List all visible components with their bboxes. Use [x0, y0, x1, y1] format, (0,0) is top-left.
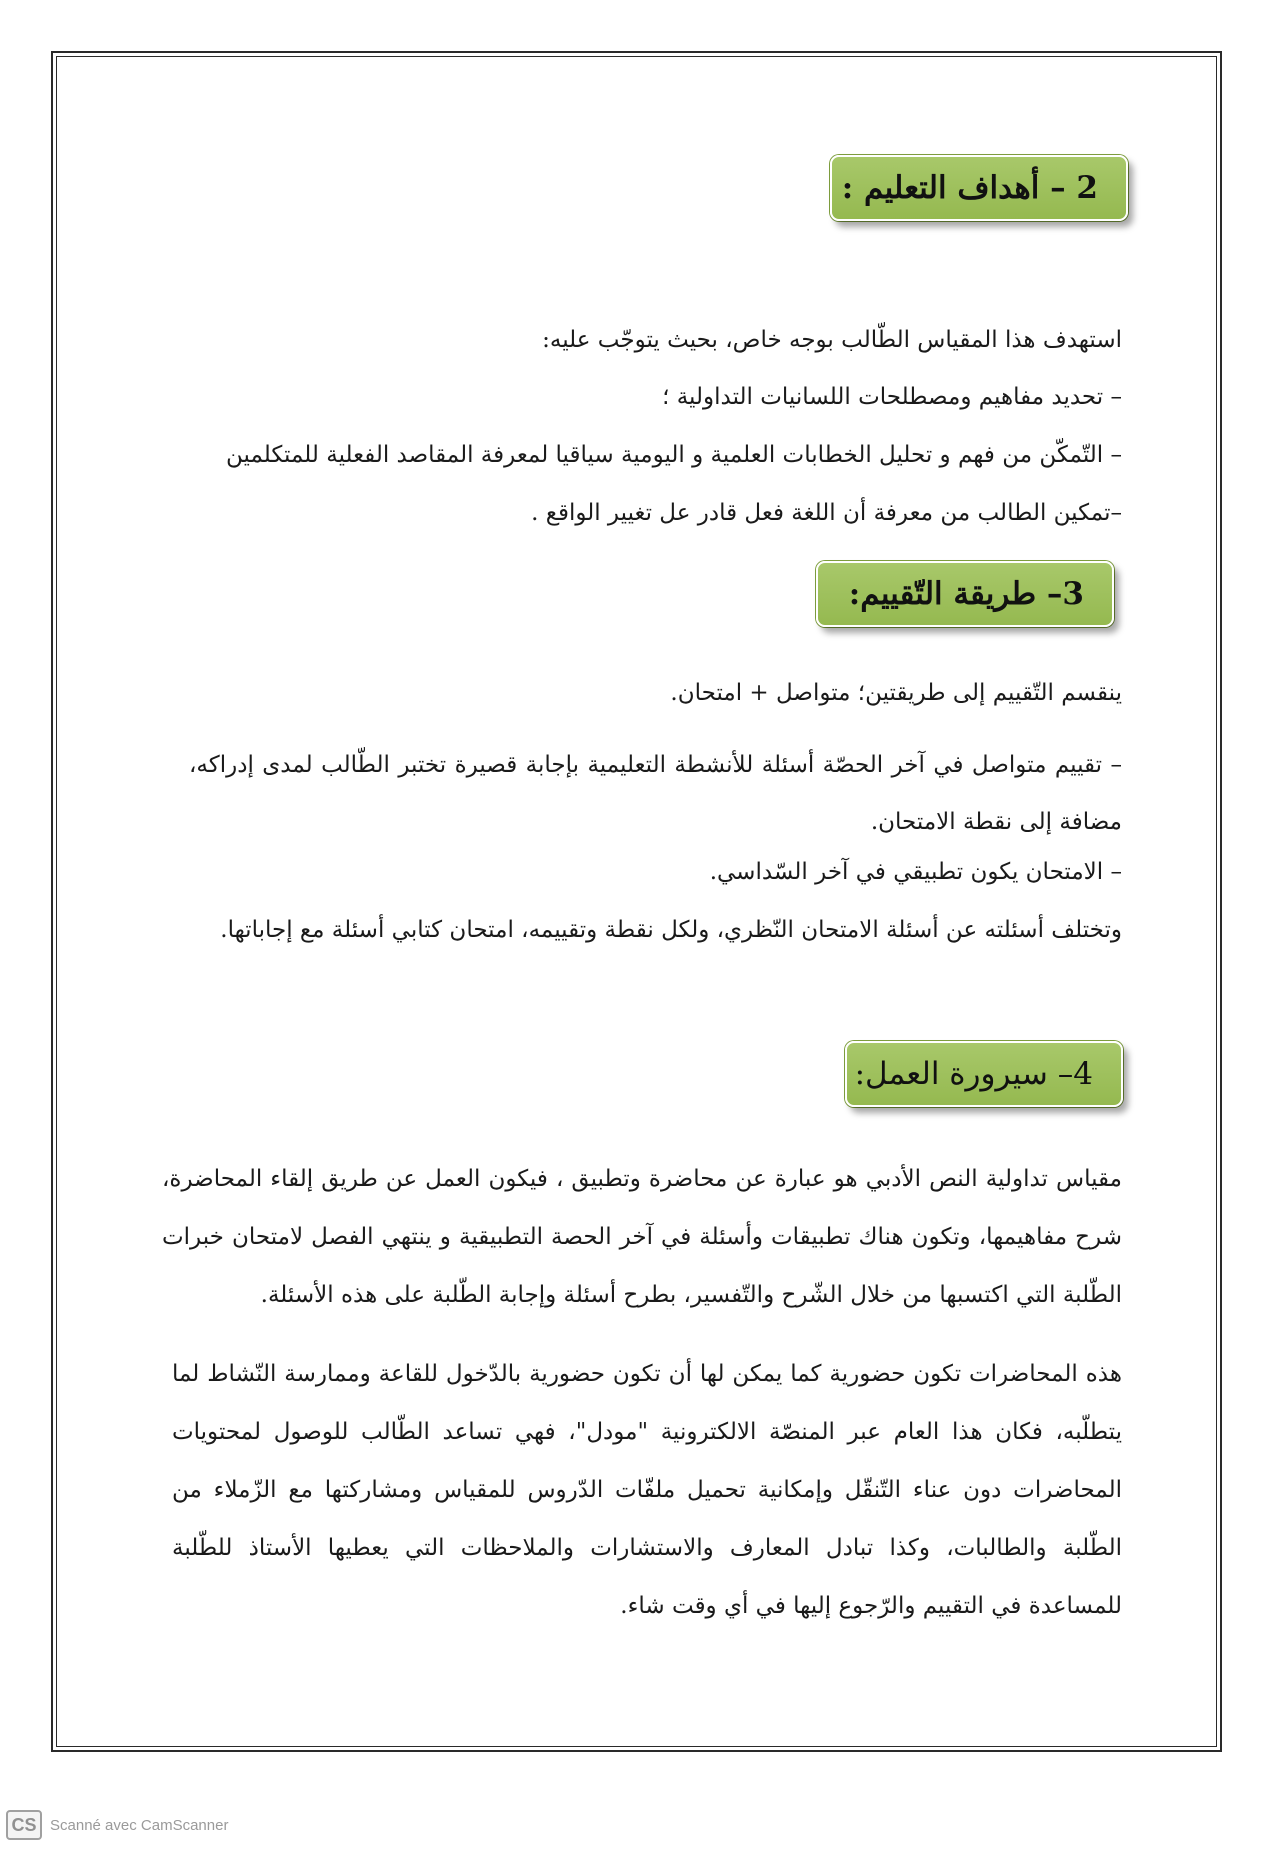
evaluation-exam-details: وتختلف أسئلته عن أسئلة الامتحان النّظري، ولكل نقطة وتقييمه، امتحان كتابي أسئلة مع إجاباتها. [220, 917, 1122, 943]
camscanner-logo-text: CS [11, 1814, 37, 1835]
learning-goal-item: –تمكين الطالب من معرفة أن اللغة فعل قادر عل تغيير الواقع . [531, 500, 1122, 526]
evaluation-intro: ينقسم التّقييم إلى طريقتين؛ متواصل + امتحان. [670, 680, 1122, 706]
learning-goal-item: – تحديد مفاهيم ومصطلحات اللسانيات التداولية ؛ [662, 384, 1122, 410]
learning-goals-intro: استهدف هذا المقياس الطّالب بوجه خاص، بحيث يتوجّب عليه: [542, 327, 1122, 353]
evaluation-continuous: – تقييم متواصل في آخر الحصّة أسئلة للأنشطة التعليمية بإجابة قصيرة تختبر الطّالب لمدى إدراكه، مضافة إلى نقطة الامتحان. [189, 752, 1122, 835]
heading-learning-goals [830, 155, 1128, 221]
camscanner-logo [6, 1810, 42, 1840]
heading-workflow [845, 1041, 1123, 1107]
heading-evaluation [816, 561, 1114, 627]
camscanner-label: Scanné avec CamScanner [50, 1816, 229, 1834]
heading-learning-goals-text: 2 – أهداف التعليم : [841, 170, 1098, 206]
heading-workflow-text: 4– سيرورة العمل: [854, 1056, 1093, 1092]
workflow-paragraph-2: هذه المحاضرات تكون حضورية كما يمكن لها أن تكون حضورية بالدّخول للقاعة وممارسة النّشاط لما يتطلّبه، فكان هذا العام عبر المنصّة الالكترونية "مودل"، فهي تساعد الطّالب للوصول لمحتويات المحاضرات دون عناء التّنقّل وإمكانية تحميل ملفّات الدّروس للمقياس ومشاركتها مع الزّملاء من الطّلبة والطالبات، وكذا تبادل المعارف والاستشارات والملاحظات التي يعطيها الأستاذ للطّلبة للمساعدة في التقييم والرّجوع إليها في أي وقت شاء. [172, 1361, 1122, 1619]
camscanner-footer [6, 1810, 228, 1840]
workflow-paragraph-1: مقياس تداولية النص الأدبي هو عبارة عن محاضرة وتطبيق ، فيكون العمل عن طريق إلقاء المحاضرة، شرح مفاهيمها، وتكون هناك تطبيقات وأسئلة في آخر الحصة التطبيقية و ينتهي الفصل لامتحان خبرات الطّلبة التي اكتسبها من خلال الشّرح والتّفسير، بطرح أسئلة وإجابة الطّلبة على هذه الأسئلة. [162, 1166, 1122, 1308]
learning-goal-item: – التّمكّن من فهم و تحليل الخطابات العلمية و اليومية سياقيا لمعرفة المقاصد الفعلية للمتكلمين [226, 442, 1122, 468]
evaluation-exam: – الامتحان يكون تطبيقي في آخر السّداسي. [709, 859, 1122, 885]
heading-evaluation-text: 3– طريقة التّقييم: [848, 576, 1084, 612]
